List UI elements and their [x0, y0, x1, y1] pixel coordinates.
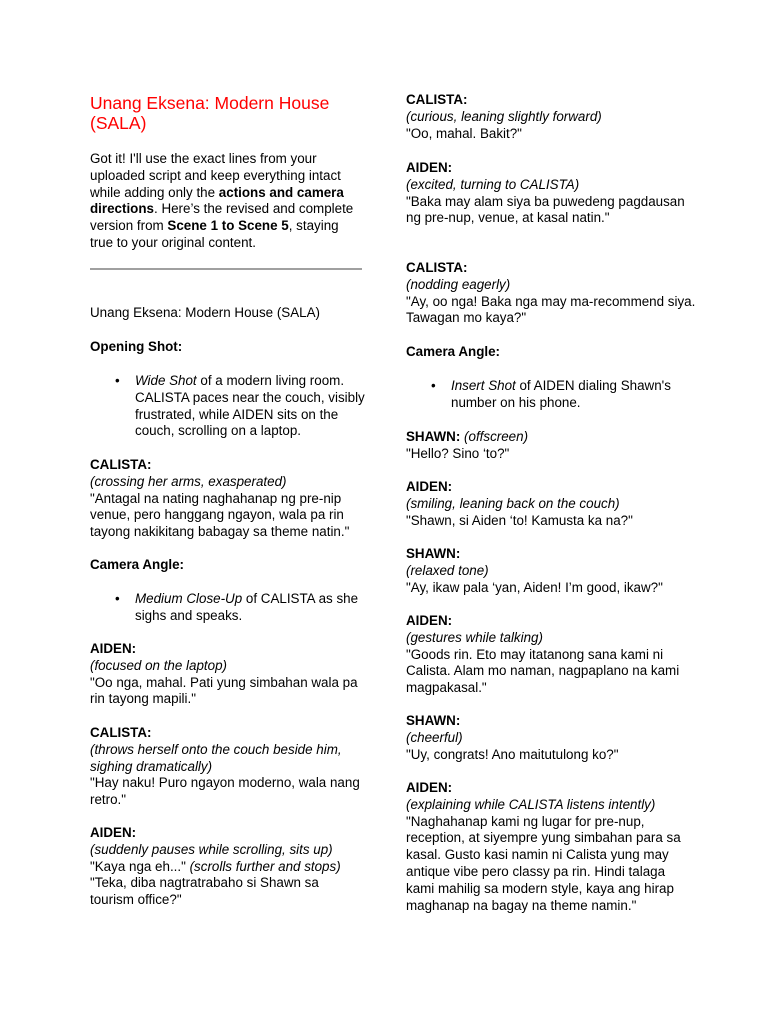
intro-text-2: . Here’s the revised and complete version from: [90, 201, 354, 234]
intro-bold-2: Scene 1 to Scene 5: [167, 218, 289, 234]
stage-direction: (gestures while talking): [406, 629, 543, 645]
dialogue-block-shawn: [406, 429, 696, 463]
character-name: AIDEN:: [90, 825, 137, 840]
scene-heading: Unang Eksena: Modern House (SALA): [90, 305, 320, 320]
inline-direction: (scrolls further and stops): [189, 858, 341, 874]
dialogue-line: "Naghahanap kami ng lugar for pre-nup, reception, at siyempre yung simbahan para sa kasal. Gusto kasi namin ni Calista yung may antique vibe pero classy pa rin. Hindi talaga kami mahilig sa modern style, kaya ang hirap maghanap na bagay na theme namin.": [406, 813, 681, 913]
dialogue-block-aiden: [406, 613, 696, 697]
intro-text-3: , staying true to your original content.: [90, 218, 339, 250]
bullet-dot-icon: •: [115, 373, 120, 388]
character-name: SHAWN:: [406, 429, 461, 444]
dialogue-block-aiden: [406, 780, 696, 914]
character-name: CALISTA:: [406, 260, 468, 275]
dialogue-line: "Ay, oo nga! Baka nga may ma-recommend siya. Tawagan mo kaya?": [406, 293, 696, 326]
dialogue-block-shawn: [406, 546, 696, 596]
intro-paragraph: [90, 151, 365, 252]
dialogue-block-calista: [90, 725, 365, 809]
dialogue-line: "Ay, ikaw pala ‘yan, Aiden! I’m good, ikaw?": [406, 579, 663, 595]
shot-description: of CALISTA as she sighs and speaks.: [135, 591, 359, 623]
character-name: AIDEN:: [90, 641, 137, 656]
bullet-text: [135, 591, 365, 625]
stage-direction: (curious, leaning slightly forward): [406, 108, 602, 124]
intro-text-1: Got it! I'll use the exact lines from your uploaded script and keep everything intact while adding only the: [90, 151, 341, 200]
dialogue-block-aiden: [406, 479, 696, 529]
character-name: AIDEN:: [406, 160, 453, 175]
dialogue-line: "Oo nga, mahal. Pati yung simbahan wala pa rin tayong mapili.": [90, 674, 358, 707]
dialogue-line: "Uy, congrats! Ano maitutulong ko?": [406, 746, 619, 762]
shot-type: Wide Shot: [135, 373, 197, 388]
dialogue-line: "Goods rin. Eto may itatanong sana kami ni Calista. Alam mo naman, nagpaplano na kami magpakasal.": [406, 646, 680, 696]
dialogue-block-aiden: [90, 825, 365, 909]
character-name: CALISTA:: [90, 725, 152, 740]
dialogue-line: [90, 859, 365, 876]
dialogue-block-shawn: [406, 713, 696, 763]
character-name: AIDEN:: [406, 780, 453, 795]
character-name: CALISTA:: [406, 92, 468, 107]
shot-description: of AIDEN dialing Shawn's number on his phone.: [451, 378, 671, 410]
page-title: Unang Eksena: Modern House (SALA): [90, 93, 330, 133]
horizontal-divider: [90, 268, 362, 270]
dialogue-block-aiden: [90, 641, 365, 708]
dialogue-line: "Shawn, si Aiden ‘to! Kamusta ka na?": [406, 512, 633, 528]
dialogue-line: "Teka, diba nagtratrabaho si Shawn sa tourism office?": [90, 875, 319, 908]
shot-type: Medium Close-Up: [135, 591, 243, 606]
bullet-dot-icon: •: [431, 378, 436, 393]
bullet-text: [451, 378, 691, 412]
bullet-text: [135, 373, 365, 440]
character-name: AIDEN:: [406, 479, 453, 494]
bullet-dot-icon: •: [115, 591, 120, 606]
shot-type: Insert Shot: [451, 378, 516, 393]
dialogue-block-calista: [406, 92, 696, 142]
stage-direction: (cheerful): [406, 729, 463, 745]
stage-direction: (suddenly pauses while scrolling, sits up): [90, 841, 333, 857]
stage-direction: (crossing her arms, exasperated): [90, 473, 287, 489]
stage-direction: (smiling, leaning back on the couch): [406, 495, 620, 511]
dialogue-block-calista: [406, 260, 696, 327]
shot-description: of a modern living room. CALISTA paces near the couch, visibly frustrated, while AIDEN sits on the couch, scrolling on a laptop.: [135, 373, 365, 439]
character-name: SHAWN:: [406, 713, 461, 728]
stage-direction: (focused on the laptop): [90, 657, 227, 673]
stage-direction: (offscreen): [460, 429, 529, 444]
dialogue-line: "Oo, mahal. Bakit?": [406, 125, 522, 141]
character-name: SHAWN:: [406, 546, 461, 561]
character-name: AIDEN:: [406, 613, 453, 628]
dialogue-block-calista: [90, 457, 365, 541]
character-name: CALISTA:: [90, 457, 152, 472]
dialogue-line: "Baka may alam siya ba puwedeng pagdausan ng pre-nup, venue, at kasal natin.": [406, 193, 685, 226]
dialogue-line: "Hello? Sino ‘to?": [406, 445, 510, 461]
dialogue-text: "Kaya nga eh...": [90, 858, 190, 874]
intro-bold-1: actions and camera directions: [90, 184, 344, 217]
dialogue-line: "Antagal na nating naghahanap ng pre-nip venue, pero hanggang ngayon, wala pa rin tayong nakikitang babagay sa theme natin.": [90, 490, 350, 540]
stage-direction: (explaining while CALISTA listens intently): [406, 796, 656, 812]
dialogue-line: "Hay naku! Puro ngayon moderno, wala nang retro.": [90, 775, 360, 808]
opening-shot-label: Opening Shot:: [90, 339, 183, 354]
stage-direction: (throws herself onto the couch beside him, sighing dramatically): [90, 741, 342, 774]
character-line: [406, 429, 696, 446]
stage-direction: (relaxed tone): [406, 562, 489, 578]
camera-angle-label: Camera Angle:: [406, 344, 501, 359]
stage-direction: (nodding eagerly): [406, 276, 511, 292]
stage-direction: (excited, turning to CALISTA): [406, 176, 580, 192]
camera-angle-label: Camera Angle:: [90, 557, 185, 572]
dialogue-block-aiden: [406, 160, 696, 227]
